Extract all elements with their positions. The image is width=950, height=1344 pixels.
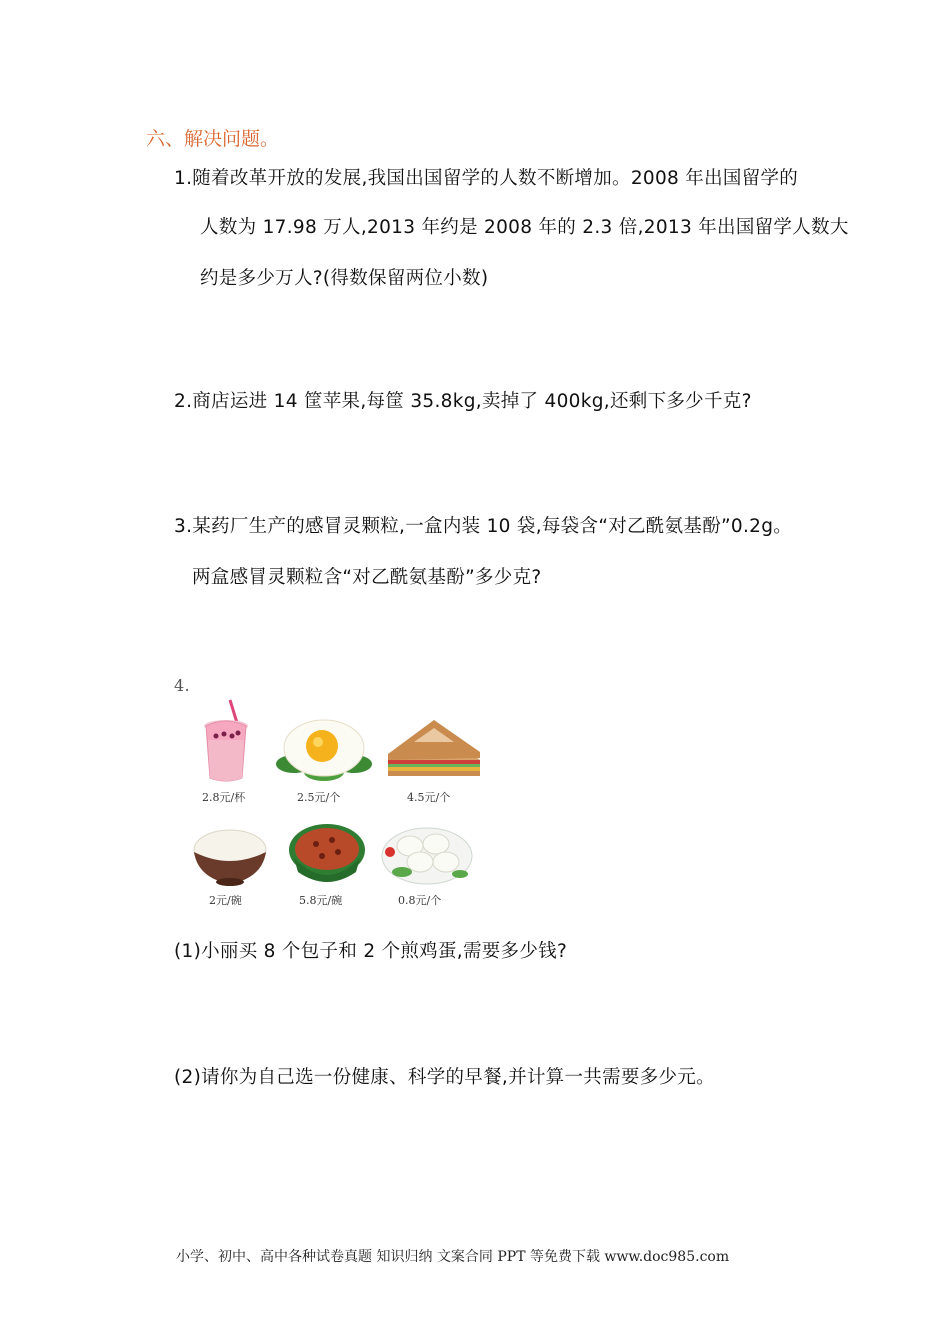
sandwich-icon [384, 716, 484, 782]
q2-line1: 2.商店运进 14 筐苹果,每筐 35.8kg,卖掉了 400kg,还剩下多少千克? [174, 391, 752, 412]
q4-label: 4. [174, 676, 190, 695]
q1-line3: 约是多少万人?(得数保留两位小数) [200, 268, 489, 289]
rice-bowl-icon [190, 824, 270, 888]
footer-text: 小学、初中、高中各种试卷真题 知识归纳 文案合同 PPT 等免费下载 www.doc985.com [176, 1249, 730, 1265]
price-label: 2.5元/个 [297, 791, 341, 804]
price-label: 0.8元/个 [398, 894, 442, 907]
steamed-buns-icon [380, 822, 474, 886]
q1-line1: 1.随着改革开放的发展,我国出国留学的人数不断增加。2008 年出国留学的 [174, 168, 799, 189]
q3-line1: 3.某药厂生产的感冒灵颗粒,一盒内装 10 袋,每袋含“对乙酰氨基酚”0.2g。 [174, 516, 793, 537]
porridge-bowl-icon [286, 822, 368, 888]
q4-sub1: (1)小丽买 8 个包子和 2 个煎鸡蛋,需要多少钱? [174, 941, 568, 962]
price-label: 2.8元/杯 [202, 791, 246, 804]
milk-tea-icon [198, 696, 254, 784]
price-label: 5.8元/碗 [299, 894, 343, 907]
price-label: 4.5元/个 [407, 791, 451, 804]
q3-line2: 两盒感冒灵颗粒含“对乙酰氨基酚”多少克? [192, 567, 542, 588]
price-label: 2元/碗 [209, 894, 242, 907]
q4-sub2: (2)请你为自己选一份健康、科学的早餐,并计算一共需要多少元。 [174, 1067, 715, 1088]
fried-egg-icon [276, 712, 372, 782]
section-title: 六、解决问题。 [146, 128, 280, 150]
q1-line2: 人数为 17.98 万人,2013 年约是 2008 年的 2.3 倍,2013 年出国留学人数大 [200, 217, 849, 238]
